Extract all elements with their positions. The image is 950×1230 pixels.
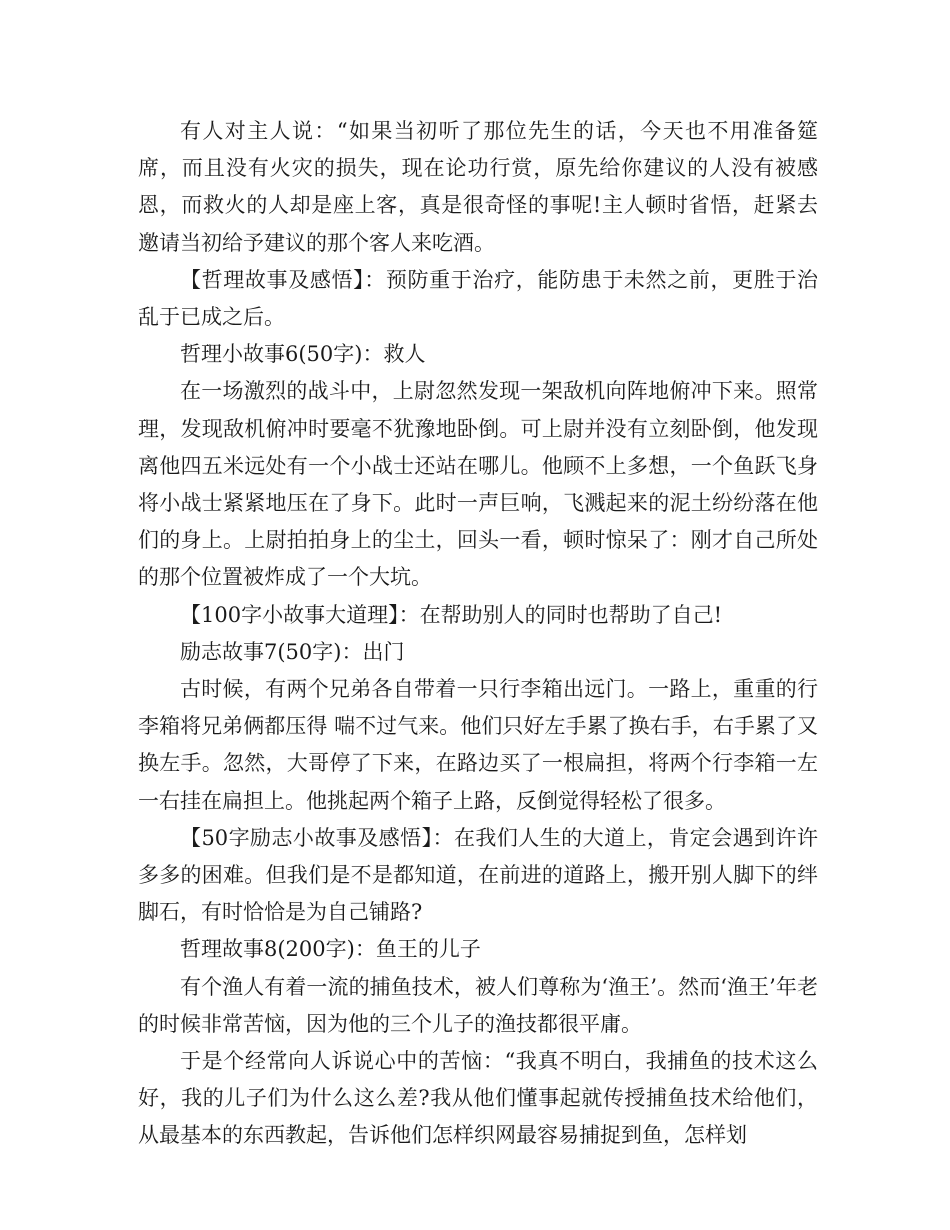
paragraph-fire-story-moral: 【哲理故事及感悟】：预防重于治疗，能防患于未然之前，更胜于治乱于已成之后。 bbox=[138, 267, 818, 330]
paragraph-story-6-body: 在一场激烈的战斗中，上尉忽然发现一架敌机向阵地俯冲下来。照常理，发现敌机俯冲时要毫不犹豫地卧倒。可上尉并没有立刻卧倒，他发现离他四五米远处有一个小战士还站在哪儿。他顾不上多想，一个鱼跃飞身将小战士紧紧地压在了身下。此时一声巨响，飞溅起来的泥土纷纷落在他们的身上。上尉拍拍身上的尘土，回头一看，顿时惊呆了：刚才自己所处的那个位置被炸成了一个大坑。 bbox=[138, 379, 818, 590]
paragraph-fire-story-ending: 有人对主人说：“如果当初听了那位先生的话，今天也不用准备筵席，而且没有火灾的损失，现在论功行赏，原先给你建议的人没有被感恩，而救火的人却是座上客，真是很奇怪的事呢!主人顿时省悟，赶紧去邀请当初给予建议的那个客人来吃酒。 bbox=[138, 119, 818, 255]
paragraph-story-6-moral: 【100字小故事大道理】：在帮助别人的同时也帮助了自己! bbox=[180, 602, 723, 627]
paragraph-story-7-moral: 【50字励志小故事及感悟】：在我们人生的大道上，肯定会遇到许许多多的困难。但我们是不是都知道，在前进的道路上，搬开别人脚下的绊脚石，有时恰恰是为自己铺路? bbox=[138, 825, 818, 925]
paragraph-story-8-intro: 有个渔人有着一流的捕鱼技术，被人们尊称为‘渔王’。然而‘渔王’年老的时候非常苦恼，因为他的三个儿子的渔技都很平庸。 bbox=[138, 974, 818, 1036]
heading-story-6: 哲理小故事6(50字)：救人 bbox=[180, 342, 426, 367]
heading-story-8: 哲理故事8(200字)：鱼王的儿子 bbox=[180, 937, 481, 962]
heading-story-7: 励志故事7(50字)：出门 bbox=[180, 639, 405, 664]
paragraph-story-8-complaint: 于是个经常向人诉说心中的苦恼：“我真不明白，我捕鱼的技术这么好，我的儿子们为什么这么差?我从他们懂事起就传授捕鱼技术给他们，从最基本的东西教起，告诉他们怎样织网最容易捕捉到鱼，怎样划 bbox=[138, 1049, 818, 1148]
document-body bbox=[138, 113, 818, 1155]
paragraph-story-7-body: 古时候，有两个兄弟各自带着一只行李箱出远门。一路上，重重的行李箱将兄弟俩都压得 喘不过气来。他们只好左手累了换右手，右手累了又换左手。忽然，大哥停了下来，在路边买了一根扁担，将两个行李箱一左一右挂在扁担上。他挑起两个箱子上路，反倒觉得轻松了很多。 bbox=[138, 677, 818, 813]
